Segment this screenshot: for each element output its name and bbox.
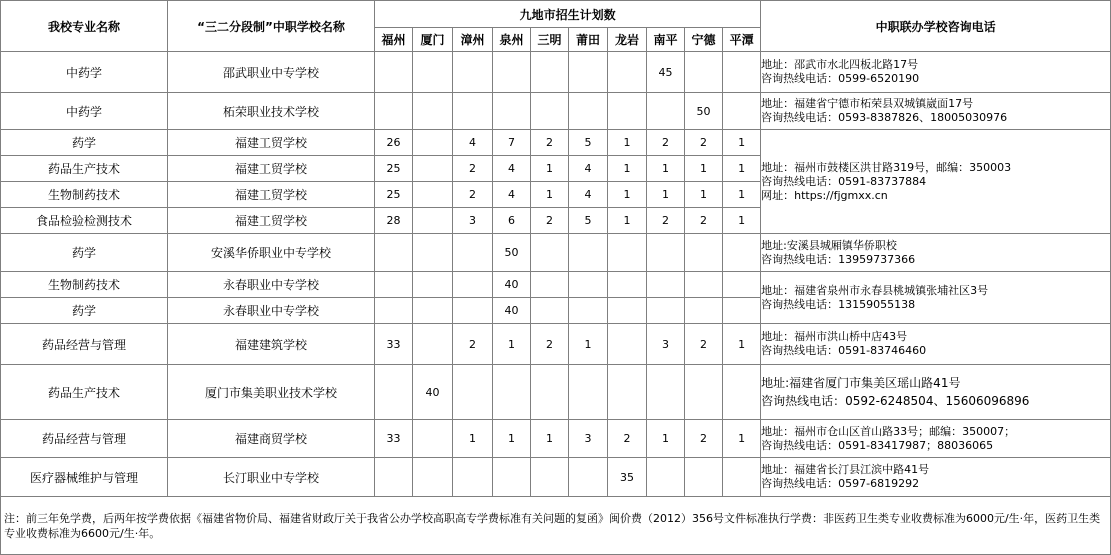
count-cell: 1 [647,182,685,208]
count-cell [413,420,453,458]
contact-phone: 咨询热线电话：0591-83417987；88036065 [761,438,994,452]
count-cell: 1 [723,324,761,365]
contact-phone: 咨询热线电话：13159055138 [761,297,916,311]
contact-address: 地址：邵武市水北四板北路17号 [761,58,919,71]
count-cell [685,272,723,298]
count-cell: 2 [453,156,493,182]
count-cell: 2 [608,420,647,458]
count-cell: 28 [375,208,413,234]
major-cell: 药学 [1,234,168,272]
count-cell [647,93,685,130]
city-header: 龙岩 [608,28,647,52]
city-header: 莆田 [569,28,608,52]
count-cell [723,272,761,298]
count-cell: 2 [685,130,723,156]
contact-address: 地址:安溪县城厢镇华侨职校 [761,238,897,252]
major-cell: 药品生产技术 [1,156,168,182]
count-cell [685,52,723,93]
contact-website: 网址：https://fjgmxx.cn [761,188,888,202]
city-header: 南平 [647,28,685,52]
count-cell [453,298,493,324]
contact-cell [761,324,1111,365]
count-cell [413,324,453,365]
count-cell: 50 [493,234,531,272]
count-cell: 1 [608,156,647,182]
count-cell: 1 [723,420,761,458]
count-cell [493,365,531,420]
count-cell: 25 [375,182,413,208]
count-cell [531,52,569,93]
school-cell: 福建工贸学校 [168,182,375,208]
count-cell [375,93,413,130]
count-cell: 50 [685,93,723,130]
major-cell: 中药学 [1,52,168,93]
count-cell: 1 [531,420,569,458]
count-cell: 1 [723,130,761,156]
count-cell [413,458,453,497]
contact-address: 地址:福建省厦门市集美区瑶山路41号 [761,376,961,390]
count-cell: 2 [531,130,569,156]
count-cell [413,52,453,93]
table-row [1,130,1111,156]
city-header: 泉州 [493,28,531,52]
count-cell [685,458,723,497]
count-cell: 1 [647,156,685,182]
count-cell [453,365,493,420]
count-cell [453,93,493,130]
school-cell: 安溪华侨职业中专学校 [168,234,375,272]
count-cell: 1 [723,156,761,182]
contact-address: 地址：福建省泉州市永春县桃城镇张埔社区3号 [761,283,989,297]
table-row [1,420,1111,458]
count-cell: 5 [569,208,608,234]
count-cell: 35 [608,458,647,497]
count-cell [493,52,531,93]
count-cell [569,234,608,272]
count-cell: 1 [608,208,647,234]
count-cell [375,52,413,93]
count-cell [453,52,493,93]
count-cell [453,458,493,497]
count-cell [723,298,761,324]
contact-cell [761,93,1111,130]
count-cell: 1 [685,156,723,182]
count-cell: 2 [685,324,723,365]
contact-cell [761,458,1111,497]
count-cell [531,234,569,272]
count-cell [608,52,647,93]
count-cell [413,272,453,298]
school-cell: 福建工贸学校 [168,208,375,234]
city-header: 漳州 [453,28,493,52]
count-cell [453,272,493,298]
major-cell: 药学 [1,298,168,324]
count-cell [723,234,761,272]
count-cell [685,365,723,420]
count-cell: 1 [493,324,531,365]
count-cell: 25 [375,156,413,182]
count-cell: 1 [723,208,761,234]
count-cell: 3 [647,324,685,365]
count-cell: 2 [531,324,569,365]
count-cell [647,234,685,272]
count-cell [413,208,453,234]
count-cell [569,365,608,420]
count-cell [375,298,413,324]
count-cell: 26 [375,130,413,156]
count-cell: 1 [569,324,608,365]
contact-cell [761,130,1111,234]
count-cell: 2 [647,208,685,234]
count-cell: 2 [685,420,723,458]
major-cell: 中药学 [1,93,168,130]
count-cell [647,458,685,497]
count-cell [531,298,569,324]
contact-phone: 咨询热线电话：0591-83746460 [761,344,927,357]
count-cell: 40 [493,272,531,298]
count-cell [375,458,413,497]
major-cell: 生物制药技术 [1,272,168,298]
city-header: 宁德 [685,28,723,52]
contact-phone: 咨询热线电话：0593-8387826、18005030976 [761,111,1008,124]
count-cell [531,365,569,420]
count-cell: 2 [453,324,493,365]
contact-phone: 咨询热线电话：0599-6520190 [761,72,920,85]
school-cell: 长汀职业中专学校 [168,458,375,497]
count-cell [685,298,723,324]
count-cell: 40 [493,298,531,324]
contact-phone: 咨询热线电话：0592-6248504、15606096896 [761,394,1030,408]
major-cell: 生物制药技术 [1,182,168,208]
header-plan: 九地市招生计划数 [375,1,761,28]
count-cell [531,93,569,130]
count-cell [569,458,608,497]
header-contact: 中职联办学校咨询电话 [761,1,1111,52]
count-cell [413,234,453,272]
count-cell [723,93,761,130]
count-cell: 1 [531,182,569,208]
school-cell: 福建工贸学校 [168,130,375,156]
count-cell [608,234,647,272]
count-cell [531,458,569,497]
count-cell: 2 [531,208,569,234]
count-cell [647,298,685,324]
contact-cell [761,272,1111,324]
major-cell: 药品经营与管理 [1,420,168,458]
count-cell [608,324,647,365]
count-cell: 40 [413,365,453,420]
city-header: 平潭 [723,28,761,52]
count-cell [723,365,761,420]
count-cell [569,52,608,93]
count-cell [375,272,413,298]
contact-address: 地址：福州市洪山桥中店43号 [761,330,908,343]
table-row [1,52,1111,93]
count-cell [493,93,531,130]
count-cell: 4 [493,182,531,208]
contact-cell [761,234,1111,272]
count-cell [608,365,647,420]
count-cell [647,365,685,420]
count-cell: 6 [493,208,531,234]
contact-cell [761,420,1111,458]
count-cell [375,234,413,272]
count-cell: 5 [569,130,608,156]
city-header: 三明 [531,28,569,52]
table-row [1,458,1111,497]
count-cell [723,458,761,497]
count-cell [413,182,453,208]
count-cell [647,272,685,298]
city-header: 厦门 [413,28,453,52]
count-cell: 4 [569,156,608,182]
contact-address: 地址：福州市鼓楼区洪甘路319号，邮编：350003 [761,160,1012,174]
school-cell: 邵武职业中专学校 [168,52,375,93]
table-row [1,234,1111,272]
count-cell: 45 [647,52,685,93]
count-cell [608,93,647,130]
count-cell: 4 [453,130,493,156]
school-cell: 永春职业中专学校 [168,298,375,324]
major-cell: 药品经营与管理 [1,324,168,365]
major-cell: 医疗器械维护与管理 [1,458,168,497]
contact-phone: 咨询热线电话：0597-6819292 [761,477,920,490]
table-row [1,365,1111,420]
count-cell: 33 [375,324,413,365]
header-school: “三二分段制”中职学校名称 [168,1,375,52]
count-cell: 2 [685,208,723,234]
city-header: 福州 [375,28,413,52]
count-cell: 1 [608,130,647,156]
table-row [1,93,1111,130]
count-cell: 1 [723,182,761,208]
count-cell [569,272,608,298]
contact-cell [761,52,1111,93]
school-cell: 福建建筑学校 [168,324,375,365]
count-cell [375,365,413,420]
count-cell [413,298,453,324]
count-cell [413,130,453,156]
count-cell [723,52,761,93]
count-cell: 1 [647,420,685,458]
header-major: 我校专业名称 [1,1,168,52]
count-cell: 1 [453,420,493,458]
count-cell: 2 [453,182,493,208]
major-cell: 药品生产技术 [1,365,168,420]
count-cell: 1 [608,182,647,208]
count-cell [685,234,723,272]
table-row [1,272,1111,298]
school-cell: 福建商贸学校 [168,420,375,458]
count-cell: 7 [493,130,531,156]
school-cell: 福建工贸学校 [168,156,375,182]
table-row [1,324,1111,365]
contact-address: 地址：福建省宁德市柘荣县双城镇崴面17号 [761,97,974,110]
count-cell: 33 [375,420,413,458]
count-cell [569,93,608,130]
count-cell: 3 [453,208,493,234]
count-cell [453,234,493,272]
count-cell [608,298,647,324]
school-cell: 厦门市集美职业技术学校 [168,365,375,420]
count-cell: 4 [569,182,608,208]
contact-address: 地址：福州市仓山区首山路33号；邮编：350007； [761,424,1016,438]
footnote: 注：前三年免学费，后两年按学费依据《福建省物价局、福建省财政厅关于我省公办学校高职高专学费标准有关问题的复函》闽价费（2012）356号文件标准执行学费：非医药卫生类专业收费标准为6000元/生·年，医药卫生类专业收费标准为6600元/生·年。 [4,512,1101,540]
major-cell: 药学 [1,130,168,156]
count-cell [413,93,453,130]
school-cell: 永春职业中专学校 [168,272,375,298]
count-cell: 1 [493,420,531,458]
count-cell [608,272,647,298]
contact-cell [761,365,1111,420]
count-cell: 1 [685,182,723,208]
count-cell: 1 [531,156,569,182]
count-cell: 4 [493,156,531,182]
count-cell [531,272,569,298]
count-cell [569,298,608,324]
count-cell [413,156,453,182]
count-cell: 3 [569,420,608,458]
contact-phone: 咨询热线电话：13959737366 [761,252,916,266]
count-cell [493,458,531,497]
major-cell: 食品检验检测技术 [1,208,168,234]
school-cell: 柘荣职业技术学校 [168,93,375,130]
contact-phone: 咨询热线电话：0591-83737884 [761,174,927,188]
count-cell: 2 [647,130,685,156]
contact-address: 地址：福建省长汀县江滨中路41号 [761,463,930,476]
